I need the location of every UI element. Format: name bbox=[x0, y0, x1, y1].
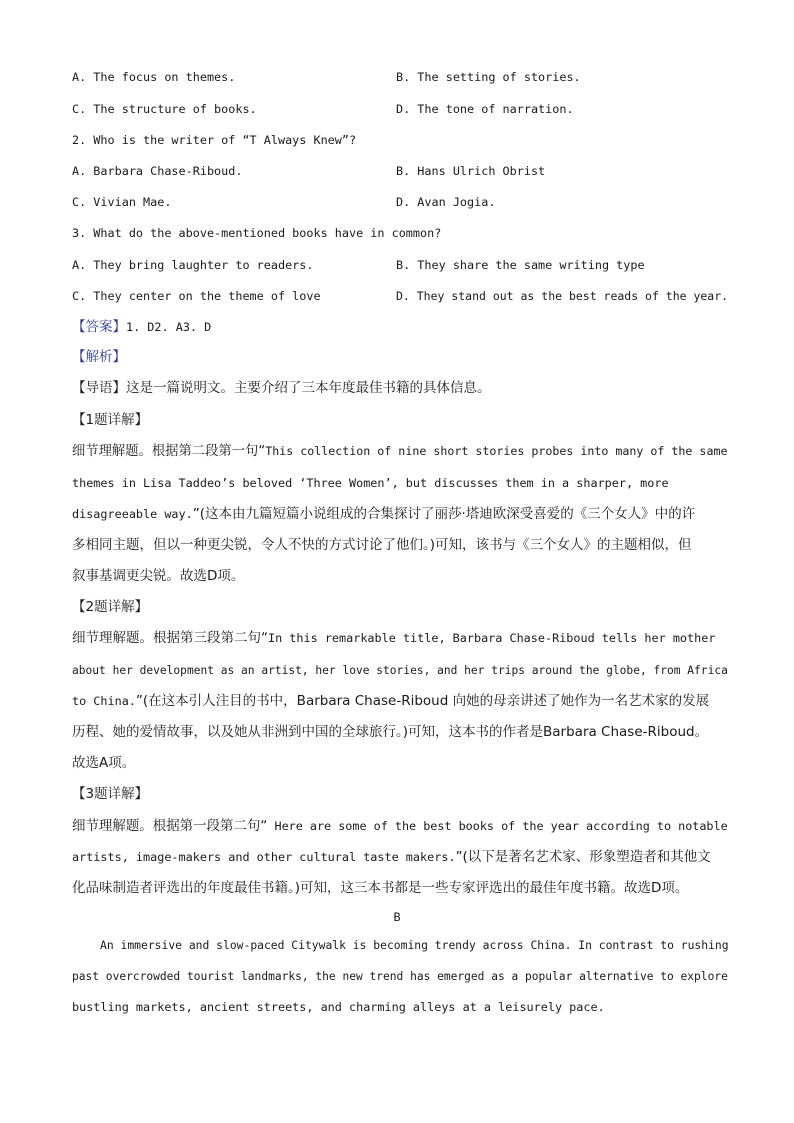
section-b-line-1: An immersive and slow-paced Citywalk is becoming trendy across China. In contrast to rushing bbox=[100, 938, 729, 952]
detail-3-line-1-cn: 细节理解题。根据第一段第二句“ bbox=[72, 818, 268, 834]
q2-option-d: D. Avan Jogia. bbox=[396, 195, 496, 209]
detail-1-line-1-en: This collection of nine short stories probes into many of the same bbox=[265, 444, 728, 458]
detail-1-line-3 bbox=[72, 505, 695, 523]
q2-option-a: A. Barbara Chase-Riboud. bbox=[72, 164, 243, 178]
q3-option-a: A. They bring laughter to readers. bbox=[72, 258, 314, 272]
q3-option-d: D. They stand out as the best reads of the year. bbox=[396, 289, 729, 303]
detail-1-label: 【1题详解】 bbox=[72, 412, 149, 428]
detail-3-line-3: 化品味制造者评选出的年度最佳书籍。)可知，这三本书都是一些专家评选出的最佳年度书籍。故选D项。 bbox=[72, 880, 689, 896]
detail-2-line-3-cn: ”(在这本引人注目的书中，Barbara Chase-Riboud 向她的母亲讲述了她作为一名艺术家的发展 bbox=[135, 693, 710, 709]
detail-3-line-2-en: artists, image-makers and other cultural taste makers. bbox=[72, 850, 456, 864]
q2-option-c: C. Vivian Mae. bbox=[72, 195, 172, 209]
detail-2-line-1-cn: 细节理解题。根据第三段第二句“ bbox=[72, 630, 268, 646]
detail-1-line-1 bbox=[72, 442, 727, 460]
q1-option-d: D. The tone of narration. bbox=[396, 102, 574, 116]
detail-1-line-5: 叙事基调更尖锐。故选D项。 bbox=[72, 568, 245, 584]
detail-2-label: 【2题详解】 bbox=[72, 599, 149, 615]
section-b-line-2: past overcrowded tourist landmarks, the new trend has emerged as a popular alternative to explore bbox=[72, 969, 728, 983]
section-b-line-3: bustling markets, ancient streets, and charming alleys at a leisurely pace. bbox=[72, 1000, 605, 1014]
detail-1-line-3-en: disagreeable way. bbox=[72, 507, 193, 521]
answer-text: 1. D2. A3. D bbox=[126, 320, 212, 334]
answer-label: 【答案】 bbox=[72, 319, 126, 335]
detail-3-line-2 bbox=[72, 848, 711, 866]
q3-option-b: B. They share the same writing type bbox=[396, 258, 645, 272]
detail-2-line-4: 历程、她的爱情故事，以及她从非洲到中国的全球旅行。)可知，这本书的作者是Barbara Chase-Riboud。 bbox=[72, 724, 709, 740]
q1-option-c: C. The structure of books. bbox=[72, 102, 257, 116]
q3-stem: 3. What do the above-mentioned books have in common? bbox=[72, 226, 442, 240]
analysis-label: 【解析】 bbox=[72, 349, 126, 365]
detail-2-line-2: about her development as an artist, her love stories, and her trips around the globe, from Africa bbox=[72, 663, 728, 677]
answer-line bbox=[72, 318, 211, 336]
q2-option-b: B. Hans Ulrich Obrist bbox=[396, 164, 546, 178]
q3-option-c: C. They center on the theme of love bbox=[72, 289, 321, 303]
detail-1-line-2: themes in Lisa Taddeo’s beloved ‘Three Women’, but discusses them in a sharper, more bbox=[72, 476, 669, 490]
q2-stem: 2. Who is the writer of “T Always Knew”? bbox=[72, 133, 357, 147]
detail-2-line-3-en: to China. bbox=[72, 694, 136, 708]
q1-option-b: B. The setting of stories. bbox=[396, 70, 581, 84]
guide-label: 【导语】 bbox=[72, 380, 126, 396]
detail-3-line-2-cn: ”(以下是著名艺术家、形象塑造者和其他文 bbox=[455, 849, 711, 865]
detail-1-line-3-cn: ”(这本由九篇短篇小说组成的合集探讨了丽莎·塔迪欧深受喜爱的《三个女人》中的许 bbox=[192, 506, 696, 522]
guide-line bbox=[72, 379, 491, 397]
detail-1-line-4: 多相同主题，但以一种更尖锐，令人不快的方式讨论了他们。)可知，该书与《三个女人》的主题相似，但 bbox=[72, 537, 692, 553]
detail-3-label: 【3题详解】 bbox=[72, 786, 149, 802]
detail-2-line-3 bbox=[72, 692, 709, 710]
section-b-heading: B bbox=[393, 910, 401, 924]
detail-2-line-1 bbox=[72, 629, 715, 647]
detail-3-line-1-en: Here are some of the best books of the year according to notable bbox=[267, 819, 728, 833]
detail-3-line-1 bbox=[72, 817, 728, 835]
detail-2-line-1-en: In this remarkable title, Barbara Chase-Riboud tells her mother bbox=[268, 631, 716, 645]
q1-option-a: A. The focus on themes. bbox=[72, 70, 236, 84]
detail-2-line-5: 故选A项。 bbox=[72, 755, 136, 771]
guide-text: 这是一篇说明文。主要介绍了三本年度最佳书籍的具体信息。 bbox=[126, 380, 491, 396]
detail-1-line-1-cn: 细节理解题。根据第二段第一句“ bbox=[72, 443, 266, 459]
